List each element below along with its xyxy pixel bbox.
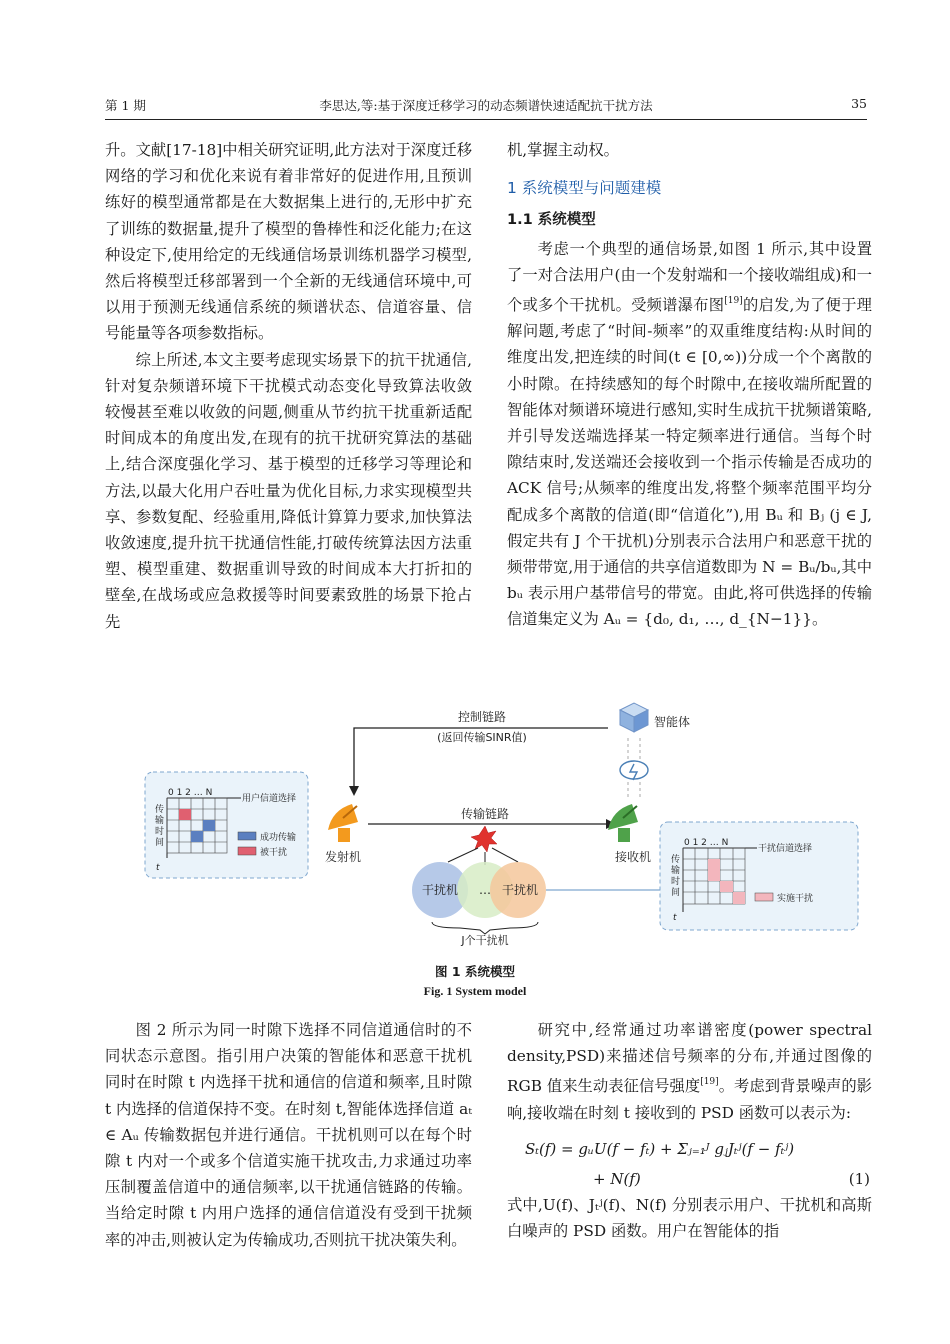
right-paragraph-1a: 考虑一个典型的通信场景,如图 1 所示,其中设置了一对合法用户(由一个发射端和一个接收端组成)和一个或多个干扰机。受频谱瀑布图 <box>507 239 872 315</box>
left-column <box>105 137 472 635</box>
control-link-label: 控制链路 <box>457 710 507 724</box>
jam-cell <box>720 881 733 892</box>
axis-time-label-2: 传输时间 <box>671 855 681 898</box>
user-grid-columns: 0 1 2 … N <box>168 788 213 798</box>
page-number: 35 <box>851 96 867 111</box>
equation-number: (1) <box>848 1169 870 1188</box>
bottom-right-paragraph-2: 式中,U(f)、Jₜʲ(f)、N(f) 分别表示用户、干扰机和高斯白噪声的 PSD 函数。用户在智能体的指 <box>507 1195 872 1241</box>
legend-success-label: 成功传输 <box>260 833 297 843</box>
legend-success-swatch <box>238 832 256 840</box>
bottom-left-paragraph: 图 2 所示为同一时隙下选择不同信道通信时的不同状态示意图。指引用户决策的智能体和恶意干扰机同时在时隙 t 内选择干扰和通信的信道和频率,且时隙 t 内选择的信道保持不变。在时刻 t,智能体选择信道 aₜ ∈ Aᵤ 传输数据包并进行通信。干扰机则可以在每个时隙 t 内对一个或多个信道实施干扰攻击,力求通过功率压制覆盖信道中的通信频率,以干扰通信链路的传输。当给定时隙 t 内用户选择的通信信道没有受到干扰频率的冲击,则被认定为传输成功,否则抗干扰决策失利。 <box>105 1021 472 1249</box>
user-cell-success <box>203 820 215 831</box>
running-title: 李思达,等:基于深度迁移学习的动态频谱快速适配抗干扰方法 <box>319 98 653 113</box>
jammer-label-1: 干扰机 <box>421 883 459 897</box>
jam-channel-label: 干扰信道选择 <box>758 844 813 854</box>
j-jammers-label: J个干扰机 <box>461 934 509 947</box>
psd-text-a: 研究中,经常通过功率谱密度(power spectral density,PSD)来描述信号频率的分布,并通过图像的 RGB 值来生动表征信号强度 <box>507 1021 872 1096</box>
citation-19-b: [19] <box>700 1077 719 1088</box>
axis-t-label: t <box>156 863 160 873</box>
issue-label: 第 1 期 <box>105 98 146 113</box>
control-link-sub: (返回传输SINR值) <box>437 731 527 744</box>
right-paragraph-0: 机,掌握主动权。 <box>507 141 619 159</box>
right-paragraph-1 <box>507 236 872 633</box>
figure-caption-cn: 图 1 系统模型 <box>435 964 515 979</box>
right-column <box>507 137 872 633</box>
legend-jam-label: 实施干扰 <box>777 894 814 904</box>
header-rule <box>105 119 867 120</box>
jam-cell <box>733 892 745 904</box>
figure-system-model <box>140 700 865 950</box>
section-heading: 1 系统模型与问题建模 <box>507 179 662 198</box>
jam-cell <box>708 859 720 870</box>
agent-cube-icon <box>620 703 648 732</box>
user-cell-success <box>191 831 203 842</box>
subsection-heading: 1.1 系统模型 <box>507 212 596 229</box>
jammer-dots: … <box>479 883 491 897</box>
cloud-icon <box>620 761 648 780</box>
jammer-brace <box>432 922 538 934</box>
equation-line-1: Sₜ(f) = gᵤU(f − fₜ) + Σⱼ₌₁ᴶ gⱼJₜʲ(f − fₜʲ) <box>525 1139 795 1158</box>
left-paragraph-1: 升。文献[17-18]中相关研究证明,此方法对于深度迁移网络的学习和优化来说有着非常好的促进作用,且预训练好的模型通常都是在大数据集上进行的,无形中扩充了训练的数据量,提升了模型的鲁棒性和泛化能力;在这种设定下,使用给定的无线通信场景训练机器学习模型,然后将模型迁移部署到一个全新的无线通信环境中,可以用于预测无线通信系统的频谱状态、信道容量、信号能量等各项参数指标。 <box>105 141 472 343</box>
jam-grid-columns: 0 1 2 … N <box>684 838 729 848</box>
agent-label: 智能体 <box>654 715 691 729</box>
receiver-dish-icon <box>608 804 638 842</box>
receiver-label: 接收机 <box>615 850 652 864</box>
transmitter-label: 发射机 <box>325 850 362 864</box>
legend-jammed-swatch <box>238 847 256 855</box>
bottom-left-column <box>105 1017 472 1253</box>
equation-line-2: + N(f) <box>593 1169 641 1188</box>
bottom-right-column <box>507 1017 872 1244</box>
left-paragraph-2: 综上所述,本文主要考虑现实场景下的抗干扰通信,针对复杂频谱环境下干扰模式动态变化导致算法收敛较慢甚至难以收敛的问题,侧重从节约抗干扰重新适配时间成本的角度出发,在现有的抗干扰研究算法的基础上,结合深度强化学习、基于模型的迁移学习等理论和方法,以最大化用户吞吐量为优化目标,力求实现模型共享、参数复配、经验重用,降低计算算力要求,加快算法收敛速度,提升抗干扰通信性能,打破传统算法因方法重塑、模型重建、数据重训导致的时间成本大打折扣的壁垒,在战场或应急救援等时间要素致胜的场景下抢占先 <box>105 350 472 631</box>
transmitter-dish-icon <box>328 804 358 842</box>
bottom-right-paragraph-1 <box>507 1017 872 1126</box>
jammer-label-2: 干扰机 <box>501 883 539 897</box>
figure-caption-en: Fig. 1 System model <box>423 984 527 998</box>
legend-jammed-label: 被干扰 <box>260 848 288 858</box>
axis-time-label: 传输时间 <box>155 805 165 848</box>
running-header <box>105 96 867 116</box>
transmission-link-label: 传输链路 <box>460 807 510 821</box>
psd-text-b: 。考虑到背景噪声的影响,接收端在时刻 t 接收到的 PSD 函数可以表示为: <box>507 1077 872 1122</box>
citation-19: [19] <box>724 296 743 307</box>
jam-cell <box>708 870 720 881</box>
legend-jam-swatch <box>755 893 773 901</box>
user-cell-jammed <box>179 809 191 820</box>
user-channel-label: 用户信道选择 <box>242 794 297 804</box>
equation-1 <box>507 1126 872 1192</box>
control-arrowhead <box>349 786 359 796</box>
axis-t-label-2: t <box>673 913 677 923</box>
right-paragraph-1b: 的启发,为了便于理解问题,考虑了“时间-频率”的双重维度结构:从时间的维度出发,把连续的时间(t ∈ [0,∞))分成一个个离散的小时隙。在持续感知的每个时隙中,在接收端所配置的智能体对频谱环境进行感知,实时生成抗干扰频谱策略,并引导发送端选择某一特定频率进行通信。当每个时隙结束时,发送端还会接收到一个指示传输是否成功的 ACK 信号;从频率的维度出发,将整个频率范围平均分配成多个离散的信道(即“信道化”),用 Bᵤ 和 Bⱼ (j ∈ J,假定共有 J 个干扰机)分别表示合法用户和恶意干扰的频带带宽,用于通信的共享信道数即为 N = Bᵤ/bᵤ,其中 bᵤ 表示用户基带信号的带宽。由此,将可供选择的传输信道集定义为 Aᵤ = {d₀, d₁, …, d_{N−1}}。 <box>507 296 872 629</box>
